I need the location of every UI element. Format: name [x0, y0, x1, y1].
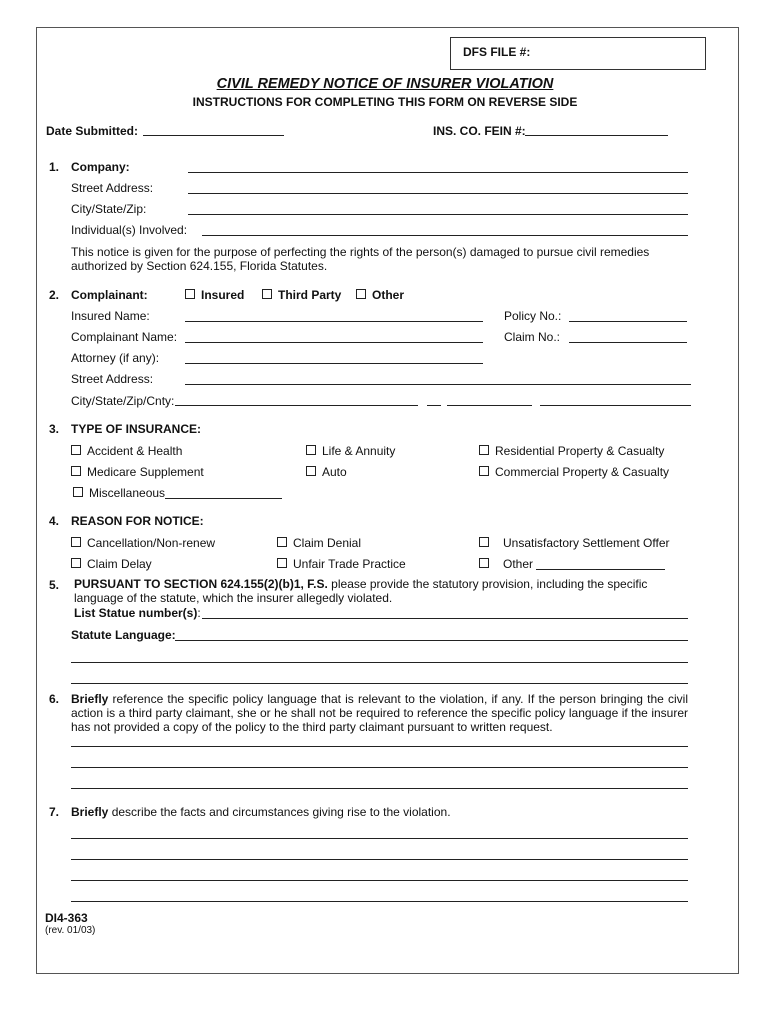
- complainant-label: Complainant:: [71, 288, 148, 302]
- claim-denial-label: Claim Denial: [293, 536, 362, 550]
- checkbox-life-annuity[interactable]: [306, 444, 395, 458]
- pursuant-bold: PURSUANT TO SECTION 624.155(2)(b)1, F.S.: [74, 577, 328, 591]
- section-6-text: [71, 692, 688, 734]
- complainant-zip-field[interactable]: [447, 405, 532, 406]
- medicare-label: Medicare Supplement: [87, 465, 204, 479]
- company-field[interactable]: [188, 172, 688, 173]
- section-5-number: 5.: [49, 578, 60, 592]
- type-of-insurance-heading: TYPE OF INSURANCE:: [71, 422, 202, 436]
- checkbox-icon: [306, 445, 316, 455]
- form-page: [36, 27, 739, 974]
- misc-field[interactable]: [165, 498, 282, 499]
- claim-no-field[interactable]: [569, 342, 687, 343]
- list-statute-field[interactable]: [202, 618, 688, 619]
- checkbox-third-party-label: Third Party: [278, 288, 342, 302]
- cancellation-label: Cancellation/Non-renew: [87, 536, 216, 550]
- unsatisfactory-label: Unsatisfactory Settlement Offer: [503, 536, 670, 550]
- section-7-text: [71, 805, 451, 819]
- statute-language-field-3[interactable]: [71, 683, 688, 684]
- facts-field-1[interactable]: [71, 838, 688, 839]
- facts-field-4[interactable]: [71, 901, 688, 902]
- checkbox-auto[interactable]: [306, 465, 347, 479]
- checkbox-residential[interactable]: [479, 444, 664, 458]
- company-street-field[interactable]: [188, 193, 688, 194]
- section-7-body: describe the facts and circumstances giving rise to the violation.: [108, 805, 451, 819]
- individuals-label: Individual(s) Involved:: [71, 223, 188, 237]
- checkbox-icon: [262, 289, 272, 299]
- fein-label: INS. CO. FEIN #:: [433, 124, 526, 138]
- checkbox-claim-denial[interactable]: [277, 536, 361, 550]
- policy-no-label: Policy No.:: [504, 309, 562, 323]
- checkbox-commercial[interactable]: [479, 465, 669, 479]
- company-city-label: City/State/Zip:: [71, 202, 147, 216]
- list-statute-colon: :: [197, 606, 201, 620]
- form-revision: (rev. 01/03): [45, 925, 96, 936]
- checkbox-icon: [185, 289, 195, 299]
- dfs-file-label: DFS FILE #:: [463, 45, 531, 59]
- company-street-label: Street Address:: [71, 181, 154, 195]
- section-2-number: 2.: [49, 288, 60, 302]
- checkbox-icon: [73, 487, 83, 497]
- checkbox-accident-health[interactable]: [71, 444, 182, 458]
- checkbox-icon: [479, 445, 489, 455]
- section-4-number: 4.: [49, 514, 60, 528]
- other-reason-field[interactable]: [536, 569, 665, 570]
- checkbox-icon: [71, 537, 81, 547]
- accident-health-label: Accident & Health: [87, 444, 183, 458]
- policy-language-field-2[interactable]: [71, 767, 688, 768]
- section-6-number: 6.: [49, 692, 60, 706]
- checkbox-insured-label: Insured: [201, 288, 245, 302]
- insured-name-field[interactable]: [185, 321, 483, 322]
- checkbox-insured[interactable]: [185, 288, 244, 302]
- list-statute-label: List Statue number(s): [74, 606, 198, 620]
- auto-label: Auto: [322, 465, 347, 479]
- complainant-street-label: Street Address:: [71, 372, 154, 386]
- checkbox-icon: [277, 558, 287, 568]
- checkbox-unfair-trade[interactable]: [277, 557, 406, 571]
- checkbox-cancellation[interactable]: [71, 536, 215, 550]
- date-submitted-field[interactable]: [143, 135, 284, 136]
- checkbox-third-party[interactable]: [262, 288, 341, 302]
- claim-no-label: Claim No.:: [504, 330, 561, 344]
- checkbox-icon: [356, 289, 366, 299]
- section-3-number: 3.: [49, 422, 60, 436]
- section-6-body: reference the specific policy language that is relevant to the violation, if any. If the person bringing the civil action is a third party claimant, she or he shall not be required to reference the specific policy language if the insurer has not provided a copy of the policy to the third party claimant pursuant to written request.: [71, 692, 688, 734]
- residential-label: Residential Property & Casualty: [495, 444, 665, 458]
- notice-text: This notice is given for the purpose of perfecting the rights of the person(s) damaged to pursue civil remedies authorized by Section 624.155, Florida Statutes.: [71, 245, 650, 273]
- facts-field-2[interactable]: [71, 859, 688, 860]
- misc-label: Miscellaneous: [89, 486, 166, 500]
- checkbox-other-label: Other: [372, 288, 405, 302]
- fein-field[interactable]: [525, 135, 668, 136]
- list-statute-row: [74, 606, 201, 620]
- form-id: DI4-363: [45, 911, 88, 925]
- form-title: CIVIL REMEDY NOTICE OF INSURER VIOLATION: [216, 76, 554, 92]
- checkbox-other-complainant[interactable]: [356, 288, 404, 302]
- dfs-file-box[interactable]: [450, 37, 706, 70]
- statute-language-field-2[interactable]: [71, 662, 688, 663]
- checkbox-icon: [479, 537, 489, 547]
- complainant-city-field[interactable]: [175, 405, 418, 406]
- complainant-state-field[interactable]: [427, 405, 441, 406]
- checkbox-misc[interactable]: [73, 486, 165, 500]
- claim-delay-label: Claim Delay: [87, 557, 152, 571]
- insured-name-label: Insured Name:: [71, 309, 150, 323]
- checkbox-claim-delay[interactable]: [71, 557, 152, 571]
- individuals-field[interactable]: [202, 235, 688, 236]
- commercial-label: Commercial Property & Casualty: [495, 465, 670, 479]
- attorney-field[interactable]: [185, 363, 483, 364]
- checkbox-icon: [479, 466, 489, 476]
- date-submitted-label: Date Submitted:: [46, 124, 139, 138]
- form-subtitle: INSTRUCTIONS FOR COMPLETING THIS FORM ON REVERSE SIDE: [192, 95, 578, 109]
- complainant-city-label: City/State/Zip/Cnty:: [71, 394, 175, 408]
- checkbox-icon: [306, 466, 316, 476]
- unfair-trade-label: Unfair Trade Practice: [293, 557, 406, 571]
- checkbox-icon: [277, 537, 287, 547]
- checkbox-icon: [71, 445, 81, 455]
- attorney-label: Attorney (if any):: [71, 351, 160, 365]
- statute-language-label: Statute Language:: [71, 628, 176, 642]
- complainant-county-field[interactable]: [540, 405, 691, 406]
- complainant-name-field[interactable]: [185, 342, 483, 343]
- policy-no-field[interactable]: [569, 321, 687, 322]
- checkbox-icon: [479, 558, 489, 568]
- checkbox-icon: [71, 558, 81, 568]
- company-label: Company:: [71, 160, 130, 174]
- life-annuity-label: Life & Annuity: [322, 444, 396, 458]
- section-6-briefly: Briefly: [71, 692, 109, 706]
- pursuant-rest: please provide the statutory provision, including the specific language of the statute, which the insurer allegedly violated.: [74, 577, 648, 605]
- facts-field-3[interactable]: [71, 880, 688, 881]
- checkbox-icon: [71, 466, 81, 476]
- pursuant-text: [74, 578, 688, 605]
- complainant-street-field[interactable]: [185, 384, 691, 385]
- checkbox-other-reason-icon[interactable]: [479, 557, 495, 571]
- statute-language-field-1[interactable]: [175, 640, 688, 641]
- checkbox-medicare[interactable]: [71, 465, 204, 479]
- company-city-field[interactable]: [188, 214, 688, 215]
- section-7-briefly: Briefly: [71, 805, 109, 819]
- complainant-name-label: Complainant Name:: [71, 330, 178, 344]
- reason-heading: REASON FOR NOTICE:: [71, 514, 204, 528]
- section-1-number: 1.: [49, 160, 60, 174]
- checkbox-unsatisfactory-icon[interactable]: [479, 536, 495, 550]
- policy-language-field-1[interactable]: [71, 746, 688, 747]
- other-reason-label: Other: [503, 557, 534, 571]
- section-7-number: 7.: [49, 805, 60, 819]
- policy-language-field-3[interactable]: [71, 788, 688, 789]
